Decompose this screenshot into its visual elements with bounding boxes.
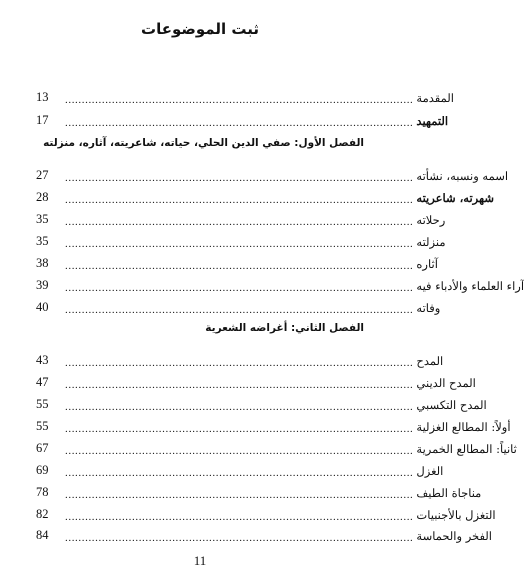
- leader-dots: ........................................................................................................: [65, 260, 414, 272]
- toc-entry: [36, 352, 444, 369]
- toc-page-number: 82: [36, 507, 49, 521]
- toc-entry: [36, 233, 446, 250]
- toc-entry: [36, 112, 449, 129]
- leader-dots: ........................................................................................................: [65, 282, 414, 294]
- toc-entry: [36, 277, 524, 294]
- toc-page-number: 17: [36, 113, 49, 127]
- toc-page-number: 28: [36, 190, 49, 204]
- toc-entry-title: المدح: [416, 354, 444, 368]
- leader-dots: ........................................................................................................: [65, 94, 414, 106]
- toc-entry-title: المقدمة: [416, 91, 454, 105]
- leader-dots: ........................................................................................................: [65, 216, 414, 228]
- toc-entry-title: أولاً: المطالع الغزلية: [416, 420, 511, 434]
- toc-entry: [36, 299, 441, 316]
- leader-dots: ........................................................................................................: [65, 304, 414, 316]
- toc-entry: [36, 255, 438, 272]
- toc-entry: [36, 506, 496, 523]
- leader-dots: ........................................................................................................: [65, 401, 414, 413]
- toc-page-number: 55: [36, 397, 49, 411]
- toc-entry: [36, 189, 494, 206]
- toc-entry-title: آراء العلماء والأدباء فيه: [416, 279, 524, 293]
- toc-entry-title: التغزل بالأجنبيات: [416, 508, 496, 522]
- page-title: ثبت الموضوعات: [141, 20, 259, 38]
- leader-dots: ........................................................................................................: [65, 532, 414, 544]
- toc-entry: [36, 484, 482, 501]
- toc-entry-title: اسمه ونسبه، نشأته: [416, 169, 509, 183]
- leader-dots: ........................................................................................................: [65, 194, 414, 206]
- toc-entry-title: آثاره: [416, 257, 438, 271]
- leader-dots: ........................................................................................................: [65, 467, 414, 479]
- chapter-heading: الفصل الأول: صفي الدين الحلي، حياته، شاعريته، آثاره، منزلته: [43, 137, 364, 149]
- toc-page-number: 69: [36, 463, 49, 477]
- leader-dots: ........................................................................................................: [65, 445, 414, 457]
- toc-entry: [36, 374, 476, 391]
- toc-page-number: 35: [36, 212, 49, 226]
- leader-dots: ........................................................................................................: [65, 357, 414, 369]
- toc-page-number: 13: [36, 90, 49, 104]
- toc-entry-title: شهرته، شاعريته: [416, 191, 494, 205]
- toc-entry: [36, 462, 444, 479]
- toc-entry-title: وفاته: [416, 301, 441, 315]
- page-number: 11: [193, 553, 207, 568]
- toc-entry: [36, 418, 511, 435]
- toc-page-number: 43: [36, 353, 49, 367]
- toc-page-number: 35: [36, 234, 49, 248]
- toc-entry-title: الغزل: [416, 464, 444, 478]
- leader-dots: ........................................................................................................: [65, 379, 414, 391]
- toc-page-number: 84: [36, 528, 49, 542]
- toc-entry-title: المدح التكسبي: [416, 398, 487, 412]
- toc-page-number: 39: [36, 278, 49, 292]
- toc-page-number: 27: [36, 168, 49, 182]
- toc-entry: [36, 89, 454, 106]
- leader-dots: ........................................................................................................: [65, 172, 414, 184]
- toc-entry: [36, 527, 492, 544]
- toc-entry-title: المدح الديني: [416, 376, 476, 390]
- toc-entry: [36, 440, 517, 457]
- toc-page-number: 67: [36, 441, 49, 455]
- toc-page-number: 40: [36, 300, 49, 314]
- toc-entry-title: رحلاته: [416, 213, 446, 227]
- toc-entry: [36, 211, 446, 228]
- toc-page-number: 78: [36, 485, 49, 499]
- toc-entry-title: مناجاة الطيف: [416, 486, 482, 500]
- toc-entry-title: الفخر والحماسة: [416, 529, 492, 543]
- toc-entry-title: منزلته: [416, 235, 446, 249]
- toc-entry: [36, 167, 509, 184]
- chapter-heading: الفصل الثاني: أغراضه الشعرية: [205, 322, 364, 334]
- leader-dots: ........................................................................................................: [65, 117, 414, 129]
- toc-entry: [36, 396, 487, 413]
- toc-page-number: 47: [36, 375, 49, 389]
- toc-entry-title: التمهيد: [416, 114, 449, 128]
- toc-entry-title: ثانياً: المطالع الخمرية: [416, 442, 517, 456]
- leader-dots: ........................................................................................................: [65, 238, 414, 250]
- leader-dots: ........................................................................................................: [65, 511, 414, 523]
- leader-dots: ........................................................................................................: [65, 423, 414, 435]
- leader-dots: ........................................................................................................: [65, 489, 414, 501]
- toc-page-number: 38: [36, 256, 49, 270]
- toc-page-number: 55: [36, 419, 49, 433]
